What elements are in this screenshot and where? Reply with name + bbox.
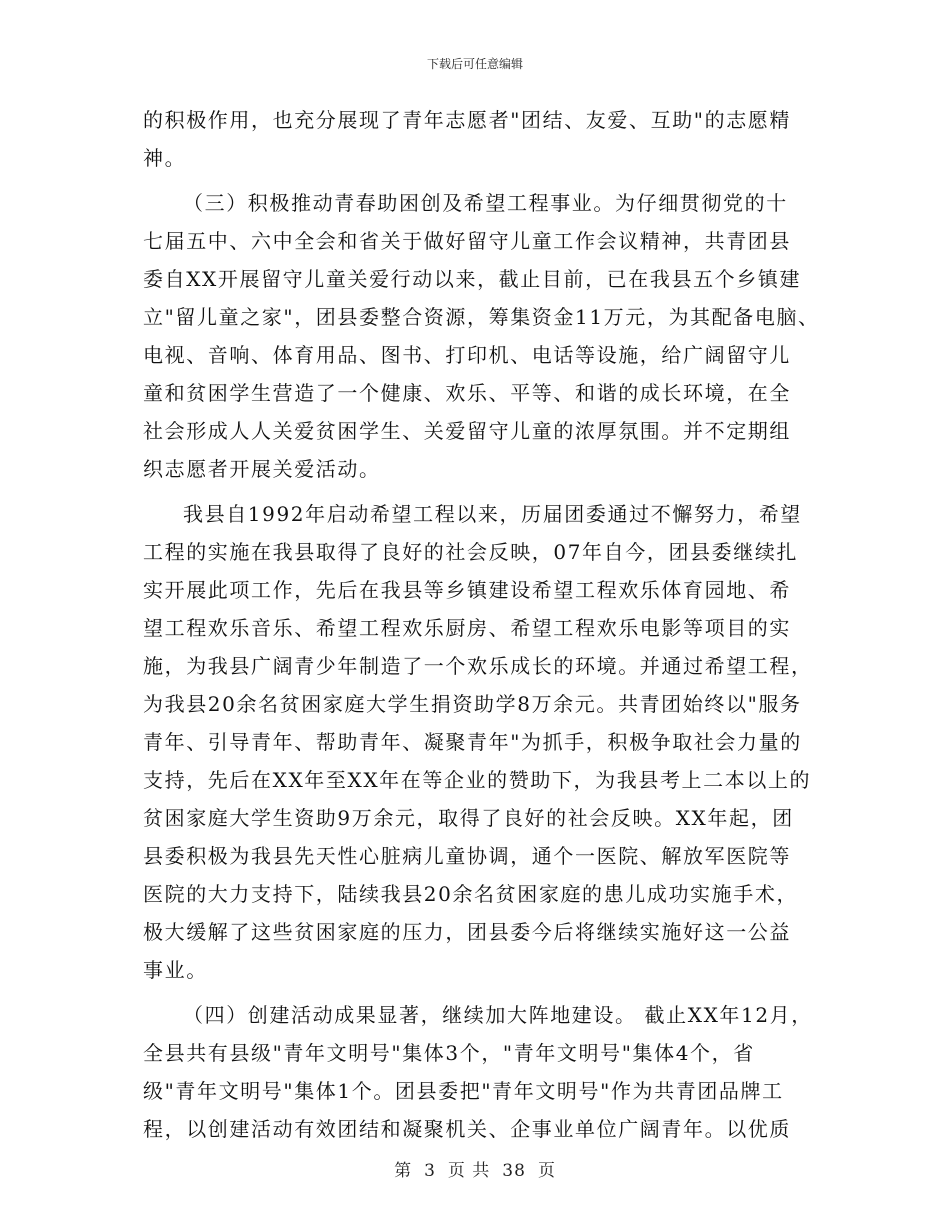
- text-line: 青年、引导青年、帮助青年、凝聚青年"为抓手，积极争取社会力量的: [143, 730, 802, 754]
- text-line: 为我县20余名贫困家庭大学生捐资助学8万余元。共青团始终以"服务: [143, 692, 802, 716]
- text-line: 神。: [143, 146, 187, 170]
- text-line: 实开展此项工作，先后在我县等乡镇建设希望工程欢乐体育园地、希: [143, 578, 791, 602]
- text-line: 望工程欢乐音乐、希望工程欢乐厨房、希望工程欢乐电影等项目的实: [143, 616, 791, 640]
- text-line: 织志愿者开展关爱活动。: [143, 457, 381, 481]
- text-line: 的积极作用，也充分展现了青年志愿者"团结、友爱、互助"的志愿精: [143, 108, 791, 132]
- text-line: 七届五中、六中全会和省关于做好留守儿童工作会议精神，共青团县: [143, 229, 791, 253]
- total-page-count: 38: [502, 1161, 526, 1181]
- text-line: 医院的大力支持下，陆续我县20余名贫困家庭的患儿成功实施手术，: [143, 882, 799, 906]
- text-line: 贫困家庭大学生资助9万余元，取得了良好的社会反映。XX年起，团: [143, 806, 794, 830]
- text-line: 童和贫困学生营造了一个健康、欢乐、平等、和谐的成长环境，在全: [143, 381, 791, 405]
- text-line: 委自XX开展留守儿童关爱行动以来，截止目前，已在我县五个乡镇建: [143, 267, 802, 291]
- text-line: 社会形成人人关爱贫困学生、关爱留守儿童的浓厚氛围。并不定期组: [143, 419, 791, 443]
- text-line: 我县自1992年启动希望工程以来，历届团委通过不懈努力，希望: [183, 502, 802, 526]
- text-line: 县委积极为我县先天性心脏病儿童协调，通个一医院、解放军医院等: [143, 844, 791, 868]
- text-line: 施，为我县广阔青少年制造了一个欢乐成长的环境。并通过希望工程，: [143, 654, 813, 678]
- text-line: （三）积极推动青春助困创及希望工程事业。为仔细贯彻党的十: [183, 191, 788, 215]
- text-line: 工程的实施在我县取得了良好的社会反映，07年自今，团县委继续扎: [143, 540, 799, 564]
- text-line: （四）创建活动成果显著，继续加大阵地建设。 截止XX年12月，: [183, 1003, 813, 1027]
- page-footer: [0, 1156, 950, 1181]
- text-line: 级"青年文明号"集体1个。团县委把"青年文明号"作为共青团品牌工: [143, 1079, 784, 1103]
- footer-middle: 页 共: [447, 1161, 491, 1181]
- footer-suffix: 页: [537, 1161, 556, 1181]
- page-header: 下载后可任意编辑: [426, 57, 523, 71]
- text-line: 程，以创建活动有效团结和凝聚机关、企事业单位广阔青年。以优质: [143, 1117, 791, 1141]
- text-line: 支持，先后在XX年至XX年在等企业的赞助下，为我县考上二本以上的: [143, 768, 812, 792]
- current-page-number: 3: [424, 1161, 436, 1181]
- text-line: 电视、音响、体育用品、图书、打印机、电话等设施，给广阔留守儿: [143, 343, 791, 367]
- footer-prefix: 第: [394, 1161, 413, 1181]
- text-line: 全县共有县级"青年文明号"集体3个，"青年文明号"集体4个，省: [143, 1041, 755, 1065]
- text-line: 立"留儿童之家"，团县委整合资源，筹集资金11万元，为其配备电脑、: [143, 305, 820, 329]
- text-line: 事业。: [143, 958, 208, 982]
- text-line: 极大缓解了这些贫困家庭的压力，团县委今后将继续实施好这一公益: [143, 920, 791, 944]
